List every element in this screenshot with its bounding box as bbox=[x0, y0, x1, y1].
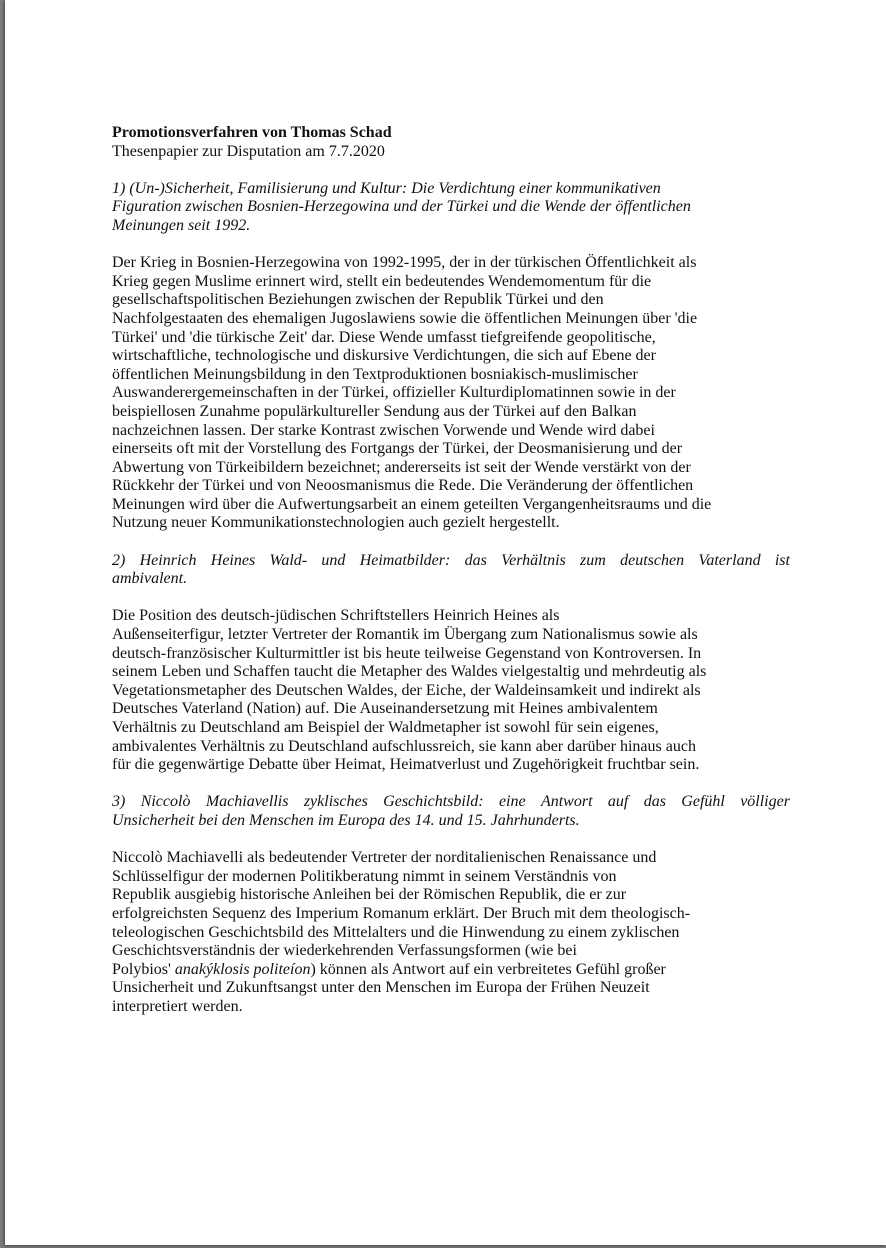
document-content bbox=[112, 124, 790, 1035]
heading-word: Heimatbilder: bbox=[359, 551, 451, 569]
heading-word: Wald- bbox=[269, 551, 308, 569]
heading-word: und bbox=[321, 551, 346, 569]
document-page bbox=[5, 0, 886, 1245]
thesis-3-body bbox=[112, 849, 790, 1016]
body-line: Deutsches Vaterland (Nation) auf. Die Auseinandersetzung mit Heines ambivalentem bbox=[112, 700, 658, 718]
body-line: öffentlichen Meinungsbildung in den Textproduktionen bosniakisch-muslimischer bbox=[112, 365, 638, 383]
body-line: Unsicherheit und Zukunftsangst unter den Menschen im Europa der Frühen Neuzeit bbox=[112, 979, 650, 997]
body-line: Verhältnis zu Deutschland am Beispiel der Waldmetapher ist sowohl für sein eigenes, bbox=[112, 719, 659, 736]
heading-word: völliger bbox=[740, 793, 790, 811]
body-text: Polybios' bbox=[112, 960, 175, 978]
heading-word: das bbox=[643, 793, 666, 811]
body-line: nachzeichnen lassen. Der starke Kontrast zwischen Vorwende und Wende wird dabei bbox=[112, 421, 655, 439]
heading-word: das bbox=[464, 551, 487, 569]
body-line: Nutzung neuer Kommunikationstechnologien auch gezielt hergestellt. bbox=[112, 514, 560, 532]
heading-word: zyklisches bbox=[303, 793, 368, 811]
document-subtitle: Thesenpapier zur Disputation am 7.7.2020 bbox=[112, 142, 385, 160]
body-line: einerseits oft mit der Vorstellung des Fortgangs der Türkei, der Deosmanisierung und der bbox=[112, 440, 683, 458]
thesis-1-heading-line: Figuration zwischen Bosnien-Herzegowina und der Türkei und die Wende der öffentlichen bbox=[112, 198, 691, 216]
heading-word: Antwort bbox=[540, 793, 593, 811]
body-line: Der Krieg in Bosnien-Herzegowina von 1992-1995, der in der türkischen Öffentlichkeit als bbox=[112, 254, 697, 272]
body-line: interpretiert werden. bbox=[112, 997, 243, 1015]
body-line: deutsch-französischer Kulturmittler ist bis heute teilweise Gegenstand von Kontroversen. In bbox=[112, 644, 702, 662]
body-line: teleologischen Geschichtsbild des Mittelalters und die Hinwendung zu einem zyklischen bbox=[112, 923, 680, 941]
body-line: Republik ausgiebig historische Anleihen bei der Römischen Republik, die er zur bbox=[112, 886, 627, 904]
body-line bbox=[112, 961, 790, 980]
heading-word: deutschen bbox=[620, 551, 685, 569]
heading-word: Niccolò bbox=[140, 793, 191, 811]
thesis-1-heading-line: 1) (Un-)Sicherheit, Familisierung und Kultur: Die Verdichtung einer kommunikativen bbox=[112, 179, 661, 197]
thesis-2-heading bbox=[112, 552, 790, 589]
heading-word: ist bbox=[774, 551, 790, 569]
heading-word: zum bbox=[580, 551, 606, 569]
body-line: Vegetationsmetapher des Deutschen Waldes, der Eiche, der Waldeinsamkeit und indirekt als bbox=[112, 681, 701, 699]
thesis-1-body bbox=[112, 254, 790, 533]
thesis-3-heading-line: Unsicherheit bei den Menschen im Europa des 14. und 15. Jahrhunderts. bbox=[112, 811, 580, 829]
body-line: Abwertung von Türkeibildern bezeichnet; andererseits ist seit der Wende verstärkt von der bbox=[112, 458, 691, 476]
body-line: für die gegenwärtige Debatte über Heimat, Heimatverlust und Zugehörigkeit fruchtbar sein. bbox=[112, 756, 700, 774]
document-title: Promotionsverfahren von Thomas Schad bbox=[112, 124, 392, 141]
heading-word: auf bbox=[607, 793, 629, 811]
body-line: Türkei' und 'die türkische Zeit' dar. Diese Wende umfasst tiefgreifende geopolitische, bbox=[112, 328, 656, 346]
thesis-2-body bbox=[112, 607, 790, 774]
body-line: wirtschaftliche, technologische und diskursive Verdichtungen, die sich auf Ebene der bbox=[112, 347, 656, 365]
thesis-1-heading-line: Meinungen seit 1992. bbox=[112, 216, 251, 234]
heading-word: 3) bbox=[112, 793, 126, 811]
body-text: ) können als Antwort auf ein verbreitetes Gefühl großer bbox=[310, 960, 666, 978]
heading-word: eine bbox=[498, 793, 526, 811]
heading-word: Heinrich bbox=[139, 551, 197, 569]
heading-word: Verhältnis bbox=[501, 551, 566, 569]
body-line: seinem Leben und Schaffen taucht die Metapher des Waldes vielgestaltig und mehrdeutig als bbox=[112, 663, 707, 681]
heading-word: Machiavellis bbox=[205, 793, 289, 811]
body-line: Die Position des deutsch-jüdischen Schriftstellers Heinrich Heines als bbox=[112, 607, 560, 625]
thesis-3-heading bbox=[112, 793, 790, 830]
body-line: erfolgreichsten Sequenz des Imperium Romanum erklärt. Der Bruch mit dem theologisch- bbox=[112, 904, 691, 922]
body-line: Krieg gegen Muslime erinnert wird, stellt ein bedeutendes Wendemomentum für die bbox=[112, 272, 652, 290]
italic-term: anakýklosis politeíon bbox=[174, 960, 311, 978]
body-line: Nachfolgestaaten des ehemaligen Jugoslawiens sowie die öffentlichen Meinungen über 'die bbox=[112, 309, 698, 327]
body-line: Rückkehr der Türkei und von Neoosmanismus die Rede. Die Veränderung der öffentlichen bbox=[112, 477, 694, 495]
body-line: Schlüsselfigur der modernen Politikberatung nimmt in seinem Verständnis von bbox=[112, 867, 617, 885]
thesis-1-heading bbox=[112, 180, 790, 236]
body-line: Außenseiterfigur, letzter Vertreter der Romantik im Übergang zum Nationalismus sowie als bbox=[112, 626, 698, 644]
heading-word: Vaterland bbox=[698, 551, 761, 569]
body-line: gesellschaftspolitischen Beziehungen zwischen der Republik Türkei und den bbox=[112, 291, 604, 309]
body-line: ambivalentes Verhältnis zu Deutschland aufschlussreich, sie kann aber darüber hinaus auch bbox=[112, 737, 696, 755]
heading-word: Geschichtsbild: bbox=[383, 793, 484, 811]
body-line: Geschichtsverständnis der wiederkehrenden Verfassungsformen (wie bei bbox=[112, 942, 577, 960]
thesis-3-heading-line bbox=[112, 793, 790, 812]
body-line: Auswanderergemeinschaften in der Türkei, offizieller Kulturdiplomatinnen sowie in der bbox=[112, 384, 676, 402]
heading-word: Heines bbox=[210, 551, 256, 569]
heading-word: Gefühl bbox=[681, 793, 725, 811]
heading-word: 2) bbox=[112, 551, 126, 569]
thesis-2-heading-line: ambivalent. bbox=[112, 570, 188, 588]
body-line: Meinungen wird über die Aufwertungsarbeit an einem geteilten Vergangenheitsraums und die bbox=[112, 495, 712, 513]
body-line: beispiellosen Zunahme populärkultureller Sendung aus der Türkei auf den Balkan bbox=[112, 402, 637, 420]
body-line: Niccolò Machiavelli als bedeutender Vertreter der norditalienischen Renaissance und bbox=[112, 849, 657, 867]
thesis-2-heading-line bbox=[112, 552, 790, 571]
